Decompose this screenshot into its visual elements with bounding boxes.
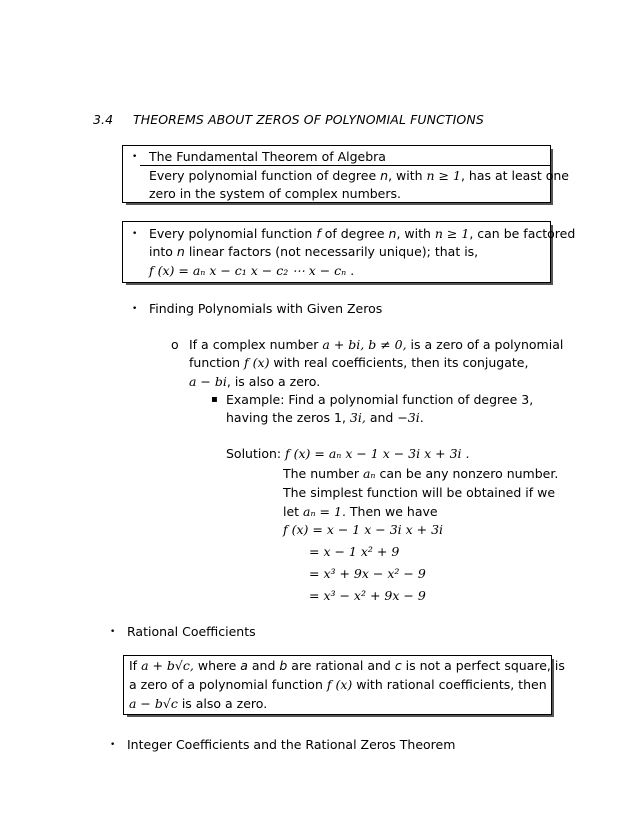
bullet: • — [132, 152, 138, 162]
sub1-line1: If a complex number a + bi, b ≠ 0, is a zero of a polynomial — [189, 337, 564, 352]
solution-formula: f (x) = aₙ x − 1 x − 3i x + 3i . — [285, 446, 470, 461]
derivation-step-3: = x³ + 9x − x² − 9 — [309, 566, 426, 581]
box2-formula: f (x) = aₙ x − c₁ x − c₂ ⋯ x − cₙ . — [149, 263, 355, 278]
note-line2: The simplest function will be obtained if we — [283, 485, 556, 500]
sub1-line3: a − bi, is also a zero. — [189, 374, 321, 389]
bullet: • — [132, 229, 138, 239]
box1-line2: zero in the system of complex numbers. — [149, 186, 401, 201]
derivation-step-4: = x³ − x² + 9x − 9 — [309, 588, 426, 603]
section2-title: Rational Coefficients — [127, 624, 256, 639]
derivation-step-1: f (x) = x − 1 x − 3i x + 3i — [283, 522, 444, 537]
circle-bullet: o — [171, 337, 179, 352]
section1-title: Finding Polynomials with Given Zeros — [149, 301, 383, 316]
square-bullet: ▪ — [211, 394, 218, 405]
note-line1: The number aₙ can be any nonzero number. — [283, 466, 559, 481]
sub1-line2: function f (x) with real coefficients, then its conjugate, — [189, 355, 529, 370]
section-title: THEOREMS ABOUT ZEROS OF POLYNOMIAL FUNCTIONS — [133, 112, 484, 127]
bullet: • — [110, 740, 116, 750]
example-line1: Example: Find a polynomial function of degree 3, — [226, 392, 534, 407]
section-number: 3.4 — [93, 112, 114, 127]
box3-line1: If a + b√c, where a and b are rational and c is not a perfect square, is — [129, 658, 565, 673]
box1-title: The Fundamental Theorem of Algebra — [149, 149, 386, 164]
bullet: • — [132, 304, 138, 314]
box2-line1: Every polynomial function f of degree n, with n ≥ 1, can be factored — [149, 226, 576, 241]
box1-line1: Every polynomial function of degree n, with n ≥ 1, has at least one — [149, 168, 569, 183]
solution-label: Solution: — [226, 446, 282, 461]
note-line3: let aₙ = 1. Then we have — [283, 504, 438, 519]
box3-line3: a − b√c is also a zero. — [129, 696, 268, 711]
box2-line2: into n linear factors (not necessarily unique); that is, — [149, 244, 479, 259]
section3-title: Integer Coefficients and the Rational Zeros Theorem — [127, 737, 456, 752]
bullet: • — [110, 627, 116, 637]
example-line2: having the zeros 1, 3i, and −3i. — [226, 410, 424, 425]
box3-line2: a zero of a polynomial function f (x) with rational coefficients, then — [129, 677, 547, 692]
derivation-step-2: = x − 1 x² + 9 — [309, 544, 400, 559]
